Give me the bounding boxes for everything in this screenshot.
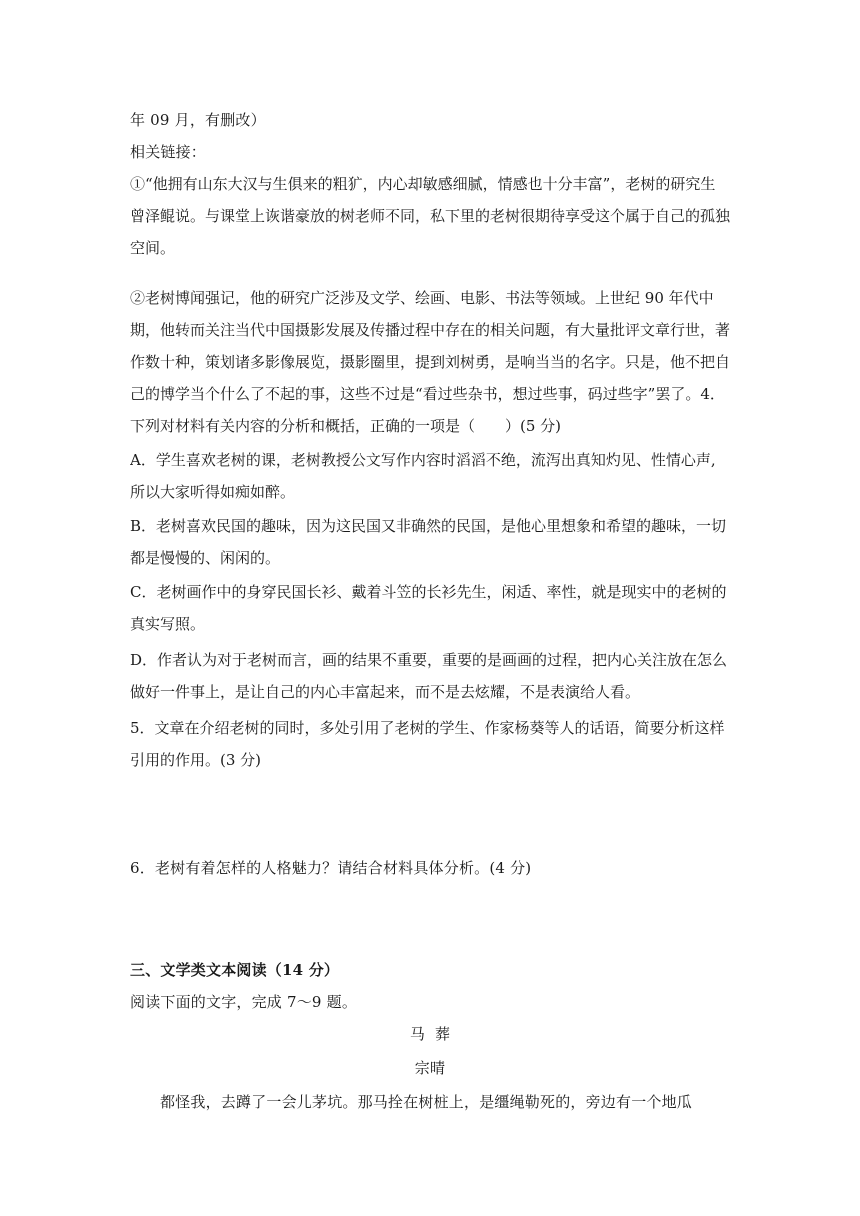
question-6: 6．老树有着怎样的人格魅力？请结合材料具体分析。(4 分) [130, 859, 532, 877]
option-a: A．学生喜欢老树的课，老树教授公文写作内容时滔滔不绝，流泻出真知灼见、性情心声,所以大家听得如痴如醉。 [130, 451, 716, 501]
story-author: 宗晴 [414, 1059, 446, 1077]
option-c: C．老树画作中的身穿民国长衫、戴着斗笠的长衫先生，闲适、率性，就是现实中的老树的真实写照。 [130, 583, 727, 633]
paragraph-2-with-question-4: ②老树博闻强记，他的研究广泛涉及文学、绘画、电影、书法等领域。上世纪 90 年代中期，他转而关注当代中国摄影发展及传播过程中存在的相关问题，有大量批评文章行世，著作数十种，策划诸多影像展览，摄影圈里，提到刘树勇，是响当当的名字。只是，他不把自己的博学当个什么了不起的事，这些不过是“看过些杂书，想过些事，码过些字”罢了。4．下列对材料有关内容的分析和概括，正确的一项是（ ）(5 分) [130, 289, 730, 435]
text-line: 年 09 月，有删改） [130, 111, 266, 129]
story-first-line: 都怪我，去蹲了一会儿茅坑。那马拴在树桩上，是缰绳勒死的，旁边有一个地瓜 [160, 1093, 693, 1111]
option-d: D．作者认为对于老树而言，画的结果不重要，重要的是画画的过程，把内心关注放在怎么做好一件事上，是让自己的内心丰富起来，而不是去炫耀，不是表演给人看。 [130, 651, 728, 701]
question-5: 5．文章在介绍老树的同时，多处引用了老树的学生、作家杨葵等人的话语，简要分析这样引用的作用。(3 分) [130, 719, 725, 769]
related-links-heading: 相关链接： [130, 143, 207, 161]
section-heading: 三、文学类文本阅读（14 分） [130, 961, 340, 979]
instruction-text: 阅读下面的文字，完成 7～9 题。 [130, 993, 358, 1011]
paragraph-1: ①“他拥有山东大汉与生俱来的粗犷，内心却敏感细腻，情感也十分丰富”，老树的研究生曾泽鲲说。与课堂上诙谐豪放的树老师不同，私下里的老树很期待享受这个属于自己的孤独空间。 [130, 175, 730, 257]
story-title: 马 葬 [409, 1025, 451, 1043]
option-b: B．老树喜欢民国的趣味，因为这民国又非确然的民国，是他心里想象和希望的趣味，一切都是慢慢的、闲闲的。 [130, 517, 727, 567]
